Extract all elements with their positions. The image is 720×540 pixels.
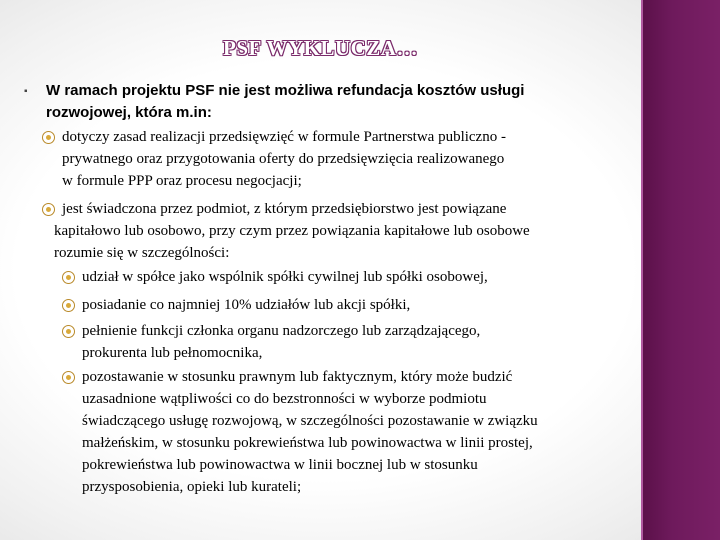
circle-bullet-icon (62, 325, 75, 338)
subitem-line: prokurenta lub pełnomocnika, (82, 345, 263, 361)
item-line: kapitałowo lub osobowo, przy czym przez powiązania kapitałowe lub osobowe (54, 223, 530, 239)
sub-list-item-text (82, 366, 642, 498)
circle-bullet-icon (42, 131, 55, 144)
main-paragraph (46, 80, 636, 124)
main-line: W ramach projektu PSF nie jest możliwa refundacja kosztów usługi (46, 82, 525, 99)
sub-list-item-text (82, 266, 642, 288)
subitem-line: przysposobienia, opieki lub kurateli; (82, 479, 302, 495)
circle-bullet-icon (62, 271, 75, 284)
circle-bullet-icon (62, 371, 75, 384)
main-line: rozwojowej, która m.in: (46, 104, 212, 121)
subitem-line: świadczącego usługę rozwojową, w szczególności pozostawanie w związku (82, 413, 538, 429)
slide-title: PSF WYKLUCZA… (223, 36, 418, 60)
item-line: rozumie się w szczególności: (54, 245, 230, 261)
circle-bullet-icon (62, 299, 75, 312)
subitem-line: udział w spółce jako wspólnik spółki cywilnej lub spółki osobowej, (82, 269, 488, 285)
main-bullet-icon: ▪ (24, 86, 28, 97)
subitem-line: pokrewieństwa lub powinowactwa w linii bocznej lub w stosunku (82, 457, 478, 473)
circle-bullet-icon (42, 203, 55, 216)
list-item-text (54, 198, 636, 264)
subitem-line: pozostawanie w stosunku prawnym lub faktycznym, który może budzić (82, 369, 513, 385)
subitem-line: posiadanie co najmniej 10% udziałów lub akcji spółki, (82, 297, 411, 313)
sub-list-item-text (82, 294, 642, 316)
item-line: jest świadczona przez podmiot, z którym przedsiębiorstwo jest powiązane (62, 201, 507, 217)
subitem-line: małżeńskim, w stosunku pokrewieństwa lub powinowactwa w linii prostej, (82, 435, 533, 451)
decorative-side-bar (641, 0, 720, 540)
sub-list-item-text (82, 320, 642, 364)
item-line: w formule PPP oraz procesu negocjacji; (62, 173, 302, 189)
subitem-line: pełnienie funkcji członka organu nadzorczego lub zarządzającego, (82, 323, 481, 339)
item-line: prywatnego oraz przygotowania oferty do przedsięwzięcia realizowanego (62, 151, 505, 167)
list-item-text (62, 126, 636, 192)
subitem-line: uzasadnione wątpliwości co do bezstronności w wyborze podmiotu (82, 391, 487, 407)
item-line: dotyczy zasad realizacji przedsięwzięć w formule Partnerstwa publiczno - (62, 129, 506, 145)
